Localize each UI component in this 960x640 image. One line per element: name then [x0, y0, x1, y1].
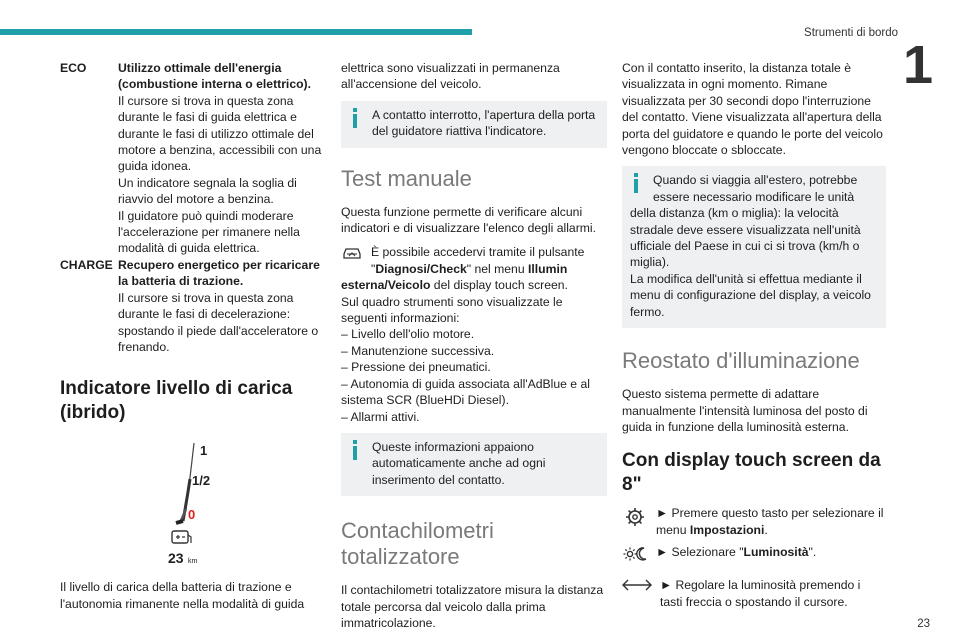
car-diagnostic-icon: [341, 245, 363, 261]
step2-a: ► Selezionare ": [656, 545, 744, 560]
continued-text: elettrica sono visualizzati in permanenza all'accensione del veicolo.: [341, 61, 560, 92]
gauge-label-full: 1: [200, 443, 208, 459]
column-1: [60, 60, 324, 620]
eco-text: Il cursore si trova in questa zona durante le fasi di guida elettrica e durante le fasi di utilizzo ottimale del motore a benzina, accessibili con una guida idonea. Un indicatore segnala la soglia di riavvio del motore a benzina. Il guidatore può quindi moderare l'accelerazione per rimanere nella modalità di guida elettrica.: [118, 93, 322, 256]
test-shown-text: Sul quadro strumenti sono visualizzate le seguenti informazioni:: [341, 294, 563, 326]
page-number: 23: [917, 618, 930, 630]
list-item: – Autonomia di guida associata all'AdBlue e al sistema SCR (BlueHDi Diesel).: [341, 376, 590, 408]
charge-level-gauge: [164, 439, 234, 569]
odo-text: Il contachilometri totalizzatore misura la distanza totale percorsa dal veicolo dalla prima immatricolazione.: [341, 583, 604, 630]
step1-b: Impostazioni: [689, 522, 765, 537]
charge-text: Il cursore si trova in questa zona durante le fasi di decelerazione: spostando il piede dall'acceleratore o frenando.: [118, 290, 319, 354]
diag-text-f: del display touch screen.: [430, 278, 568, 293]
test-intro: Questa funzione permette di verificare alcuni indicatori e di visualizzare l'elenco degli allarmi.: [341, 204, 596, 236]
column-2: [341, 60, 607, 639]
fuel-pump-electric-icon: [172, 531, 191, 543]
info-note-units: [622, 166, 886, 328]
heading-test-manuale: Test manuale: [341, 165, 472, 191]
list-item: – Pressione dei pneumatici.: [341, 360, 491, 375]
info-icon: [353, 108, 358, 128]
heading-reostato: Reostato d'illuminazione: [622, 348, 860, 374]
section-title: Strumenti di bordo: [804, 27, 898, 39]
info-note-auto: [341, 433, 607, 496]
step1-a: ► Premere questo tasto per selezionare il menu: [656, 506, 884, 537]
info-icon: [353, 440, 358, 460]
definition-eco: [60, 60, 324, 257]
list-item: – Livello dell'olio motore.: [341, 327, 475, 342]
list-item: – Manutenzione successiva.: [341, 343, 495, 358]
step2-b: Luminosità: [743, 545, 809, 560]
arrows-left-right-icon: [622, 578, 652, 592]
info-icon: [634, 173, 639, 193]
brightness-day-night-icon: [622, 545, 648, 563]
step1-c: .: [764, 522, 768, 537]
odo-intro: Con il contatto inserito, la distanza totale è visualizzata in ogni momento. Rimane visualizzata per 30 secondi dopo l'interruzione del contatto. Viene visualizzata all'apertura della porta del guidatore e quando le porte del veicolo vengono bloccate o sbloccate.: [622, 61, 883, 158]
info-note-door: [341, 101, 607, 148]
diag-text-c: " nel menu: [466, 261, 529, 276]
heading-touch-screen: Con display touch screen da 8": [622, 450, 881, 496]
diagnostic-line: [341, 244, 607, 277]
note-text-first: Quando si viaggia all'estero, potrebbe essere necessario modificare le unità: [653, 173, 858, 204]
after-gauge-text: Il livello di carica della batteria di trazione e l'autonomia rimanente nella modalità di guida: [60, 580, 305, 611]
eco-title: Utilizzo ottimale dell'energia (combustione interna o elettrico).: [118, 61, 311, 92]
column-3: [622, 60, 886, 616]
settings-gear-icon: [622, 506, 648, 528]
note-text-rest: della distanza (km o miglia): la velocità stradale deve essere visualizzata nell'unità ufficiale del Paese in cui ci si trova (km/h o miglia). La modifica dell'unità si effettua mediante il menu di configurazione del display, a veicolo fermo.: [630, 206, 871, 319]
header-accent-bar: [0, 29, 472, 35]
info-list: [341, 326, 607, 424]
diag-text-b: Diagnosi/Check: [375, 261, 467, 276]
diag-text-a: È possibile accedervi tramite il pulsante ": [371, 245, 585, 276]
diag-text-d: Illumin: [528, 261, 568, 276]
gauge-label-half: 1/2: [192, 473, 211, 489]
heading-charge-level: Indicatore livello di carica (ibrido): [60, 378, 293, 424]
note-text: Queste informazioni appaiono automaticamente anche ad ogni inserimento del contatto.: [372, 439, 546, 487]
list-item: – Allarmi attivi.: [341, 409, 420, 424]
chapter-number: 1: [903, 35, 934, 95]
gauge-range-unit: km: [188, 558, 198, 566]
definition-charge: [60, 257, 324, 355]
step-brightness: [622, 544, 886, 563]
heading-contachilometri: Contachilometri totalizzatore: [341, 518, 494, 570]
step2-c: ".: [808, 545, 817, 560]
note-text: A contatto interrotto, l'apertura della porta del guidatore riattiva l'indicatore.: [372, 107, 596, 139]
term-charge: CHARGE: [60, 257, 113, 272]
step-settings: [622, 505, 886, 538]
charge-title: Recupero energetico per ricaricare la batteria di trazione.: [118, 257, 320, 289]
step-adjust: [622, 577, 886, 610]
diag-text-e: esterna/Veicolo: [341, 278, 431, 293]
reostato-text: Questo sistema permette di adattare manualmente l'intensità luminosa del posto di guida in funzione della luminosità esterna.: [622, 387, 868, 434]
gauge-label-zero: 0: [188, 507, 196, 523]
term-eco: ECO: [60, 61, 87, 75]
gauge-range-value: 23: [168, 550, 184, 567]
step3: ► Regolare la luminosità premendo i tasti freccia o spostando il cursore.: [660, 578, 861, 609]
